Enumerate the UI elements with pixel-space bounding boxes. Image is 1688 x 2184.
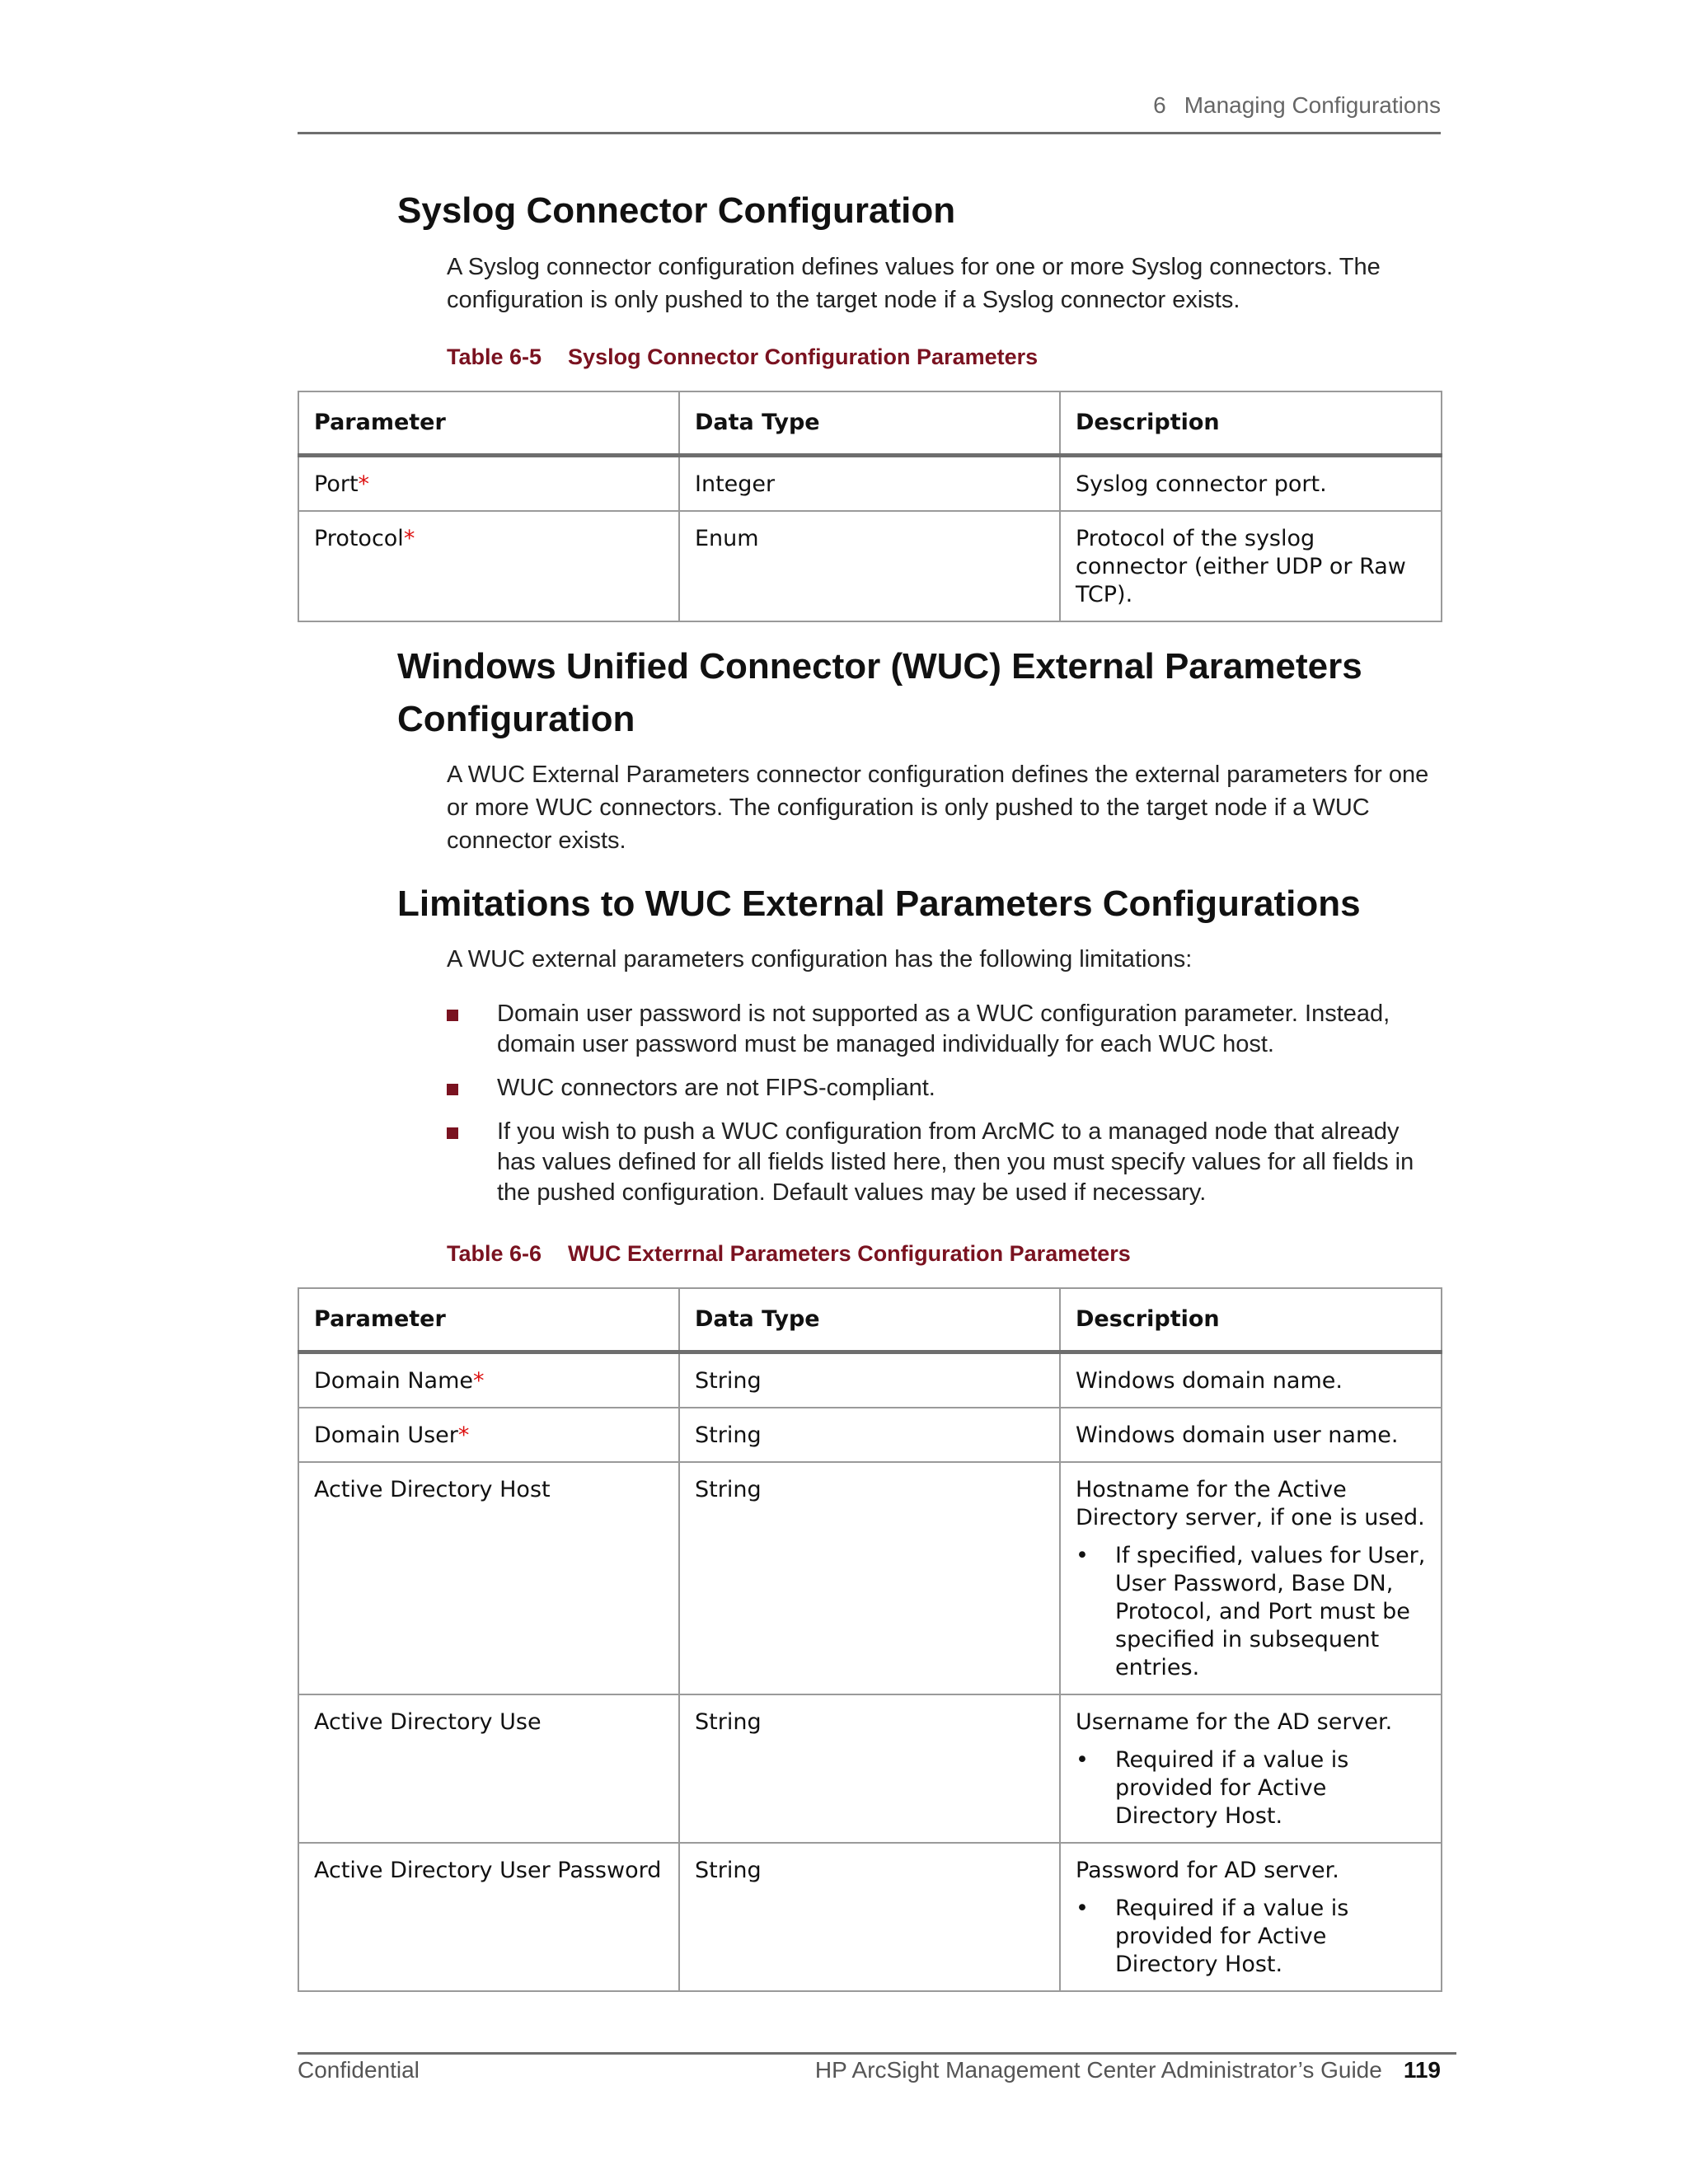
bullet-square-icon — [447, 1127, 458, 1139]
table-6-5 — [298, 391, 1442, 622]
table-row — [298, 1352, 1442, 1408]
data-type-cell: String — [679, 1843, 1060, 1991]
data-type-cell: String — [679, 1352, 1060, 1408]
required-marker: * — [473, 1368, 485, 1394]
footer-doc-title: HP ArcSight Management Center Administrator’s Guide — [814, 2057, 1382, 2083]
syslog-paragraph: A Syslog connector configuration defines values for one or more Syslog connectors. The configuration is only pushed to the target node if a Syslog connector exists. — [447, 254, 1381, 313]
list-item: • If specified, values for User, User Password, Base DN, Protocol, and Port must be specified in subsequent entries. — [1076, 1542, 1426, 1682]
required-marker: * — [358, 471, 370, 497]
description-cell: Password for AD server. • Required if a value is provided for Active Directory Host. — [1060, 1843, 1442, 1991]
description-cell: Windows domain user name. — [1060, 1408, 1442, 1462]
parameter-cell: Port* — [298, 456, 679, 512]
footer-rule — [298, 2052, 1456, 2055]
table-row — [298, 511, 1442, 621]
column-header-data-type: Data Type — [679, 1288, 1060, 1352]
required-marker: * — [457, 1422, 470, 1448]
footer-doc-info — [815, 2057, 1441, 2083]
data-type-cell: String — [679, 1462, 1060, 1694]
required-marker: * — [403, 526, 415, 551]
description-cell: Hostname for the Active Directory server, if one is used. • If specified, values for User, User Password, Base DN, Protocol, and Port must be specified in subsequent entries. — [1060, 1462, 1442, 1694]
table-row — [298, 1462, 1442, 1694]
list-item: If you wish to push a WUC configuration from ArcMC to a managed node that already has values defined for all fields listed here, then you must specify values for all fields in the pushed configuration. Default values may be used if necessary. — [447, 1117, 1444, 1208]
parameter-cell: Active Directory User Password — [298, 1843, 679, 1991]
description-cell: Username for the AD server. • Required if a value is provided for Active Directory Host. — [1060, 1694, 1442, 1843]
bullet-square-icon — [447, 1010, 458, 1021]
parameter-cell: Active Directory Host — [298, 1462, 679, 1694]
section-title-syslog: Syslog Connector Configuration — [397, 190, 956, 231]
bullet-square-icon — [447, 1084, 458, 1095]
column-header-description: Description — [1060, 1288, 1442, 1352]
column-header-parameter: Parameter — [298, 1288, 679, 1352]
parameter-cell: Active Directory Use — [298, 1694, 679, 1843]
footer-confidential: Confidential — [298, 2057, 420, 2083]
data-type-cell: String — [679, 1408, 1060, 1462]
parameter-cell: Domain User* — [298, 1408, 679, 1462]
column-header-data-type: Data Type — [679, 391, 1060, 456]
table-header-row — [298, 1288, 1442, 1352]
table-6-6 — [298, 1287, 1442, 1992]
column-header-parameter: Parameter — [298, 391, 679, 456]
table-title: Syslog Connector Configuration Parameters — [568, 344, 1039, 369]
wuc-paragraph: A WUC External Parameters connector configuration defines the external parameters for one or more WUC connectors. The configuration is only pushed to the target node if a WUC connector exists. — [447, 762, 1429, 854]
table-header-row — [298, 391, 1442, 456]
description-cell: Windows domain name. — [1060, 1352, 1442, 1408]
limitations-intro: A WUC external parameters configuration has the following limitations: — [447, 946, 1193, 972]
running-header — [298, 92, 1441, 134]
table-row — [298, 1694, 1442, 1843]
description-bullets — [1076, 1746, 1426, 1830]
table-6-6-caption — [447, 1241, 1131, 1267]
page-number: 119 — [1403, 2057, 1441, 2083]
description-bullets — [1076, 1542, 1426, 1682]
limitations-list — [447, 999, 1444, 1221]
table-row — [298, 1843, 1442, 1991]
table-title: WUC Exterrnal Parameters Configuration Parameters — [568, 1241, 1131, 1266]
table-row — [298, 1408, 1442, 1462]
table-label: Table 6-5 — [447, 344, 542, 369]
section-title-wuc: Windows Unified Connector (WUC) External Parameters Configuration — [397, 646, 1362, 739]
description-cell: Protocol of the syslog connector (either UDP or Raw TCP). — [1060, 511, 1442, 621]
table-row — [298, 456, 1442, 512]
table-label: Table 6-6 — [447, 1241, 542, 1266]
chapter-number: 6 — [1153, 92, 1166, 118]
table-6-5-caption — [447, 344, 1038, 370]
list-item: • Required if a value is provided for Active Directory Host. — [1076, 1746, 1426, 1830]
parameter-cell: Domain Name* — [298, 1352, 679, 1408]
list-item: Domain user password is not supported as a WUC configuration parameter. Instead, domain user password must be managed individually for each WUC host. — [447, 999, 1444, 1060]
column-header-description: Description — [1060, 391, 1442, 456]
chapter-title: Managing Configurations — [1184, 92, 1441, 118]
description-bullets — [1076, 1895, 1426, 1979]
section-title-limitations: Limitations to WUC External Parameters Configurations — [397, 883, 1361, 924]
data-type-cell: String — [679, 1694, 1060, 1843]
list-item: WUC connectors are not FIPS-compliant. — [447, 1073, 1444, 1104]
description-cell: Syslog connector port. — [1060, 456, 1442, 512]
parameter-cell: Protocol* — [298, 511, 679, 621]
data-type-cell: Enum — [679, 511, 1060, 621]
data-type-cell: Integer — [679, 456, 1060, 512]
list-item: • Required if a value is provided for Active Directory Host. — [1076, 1895, 1426, 1979]
